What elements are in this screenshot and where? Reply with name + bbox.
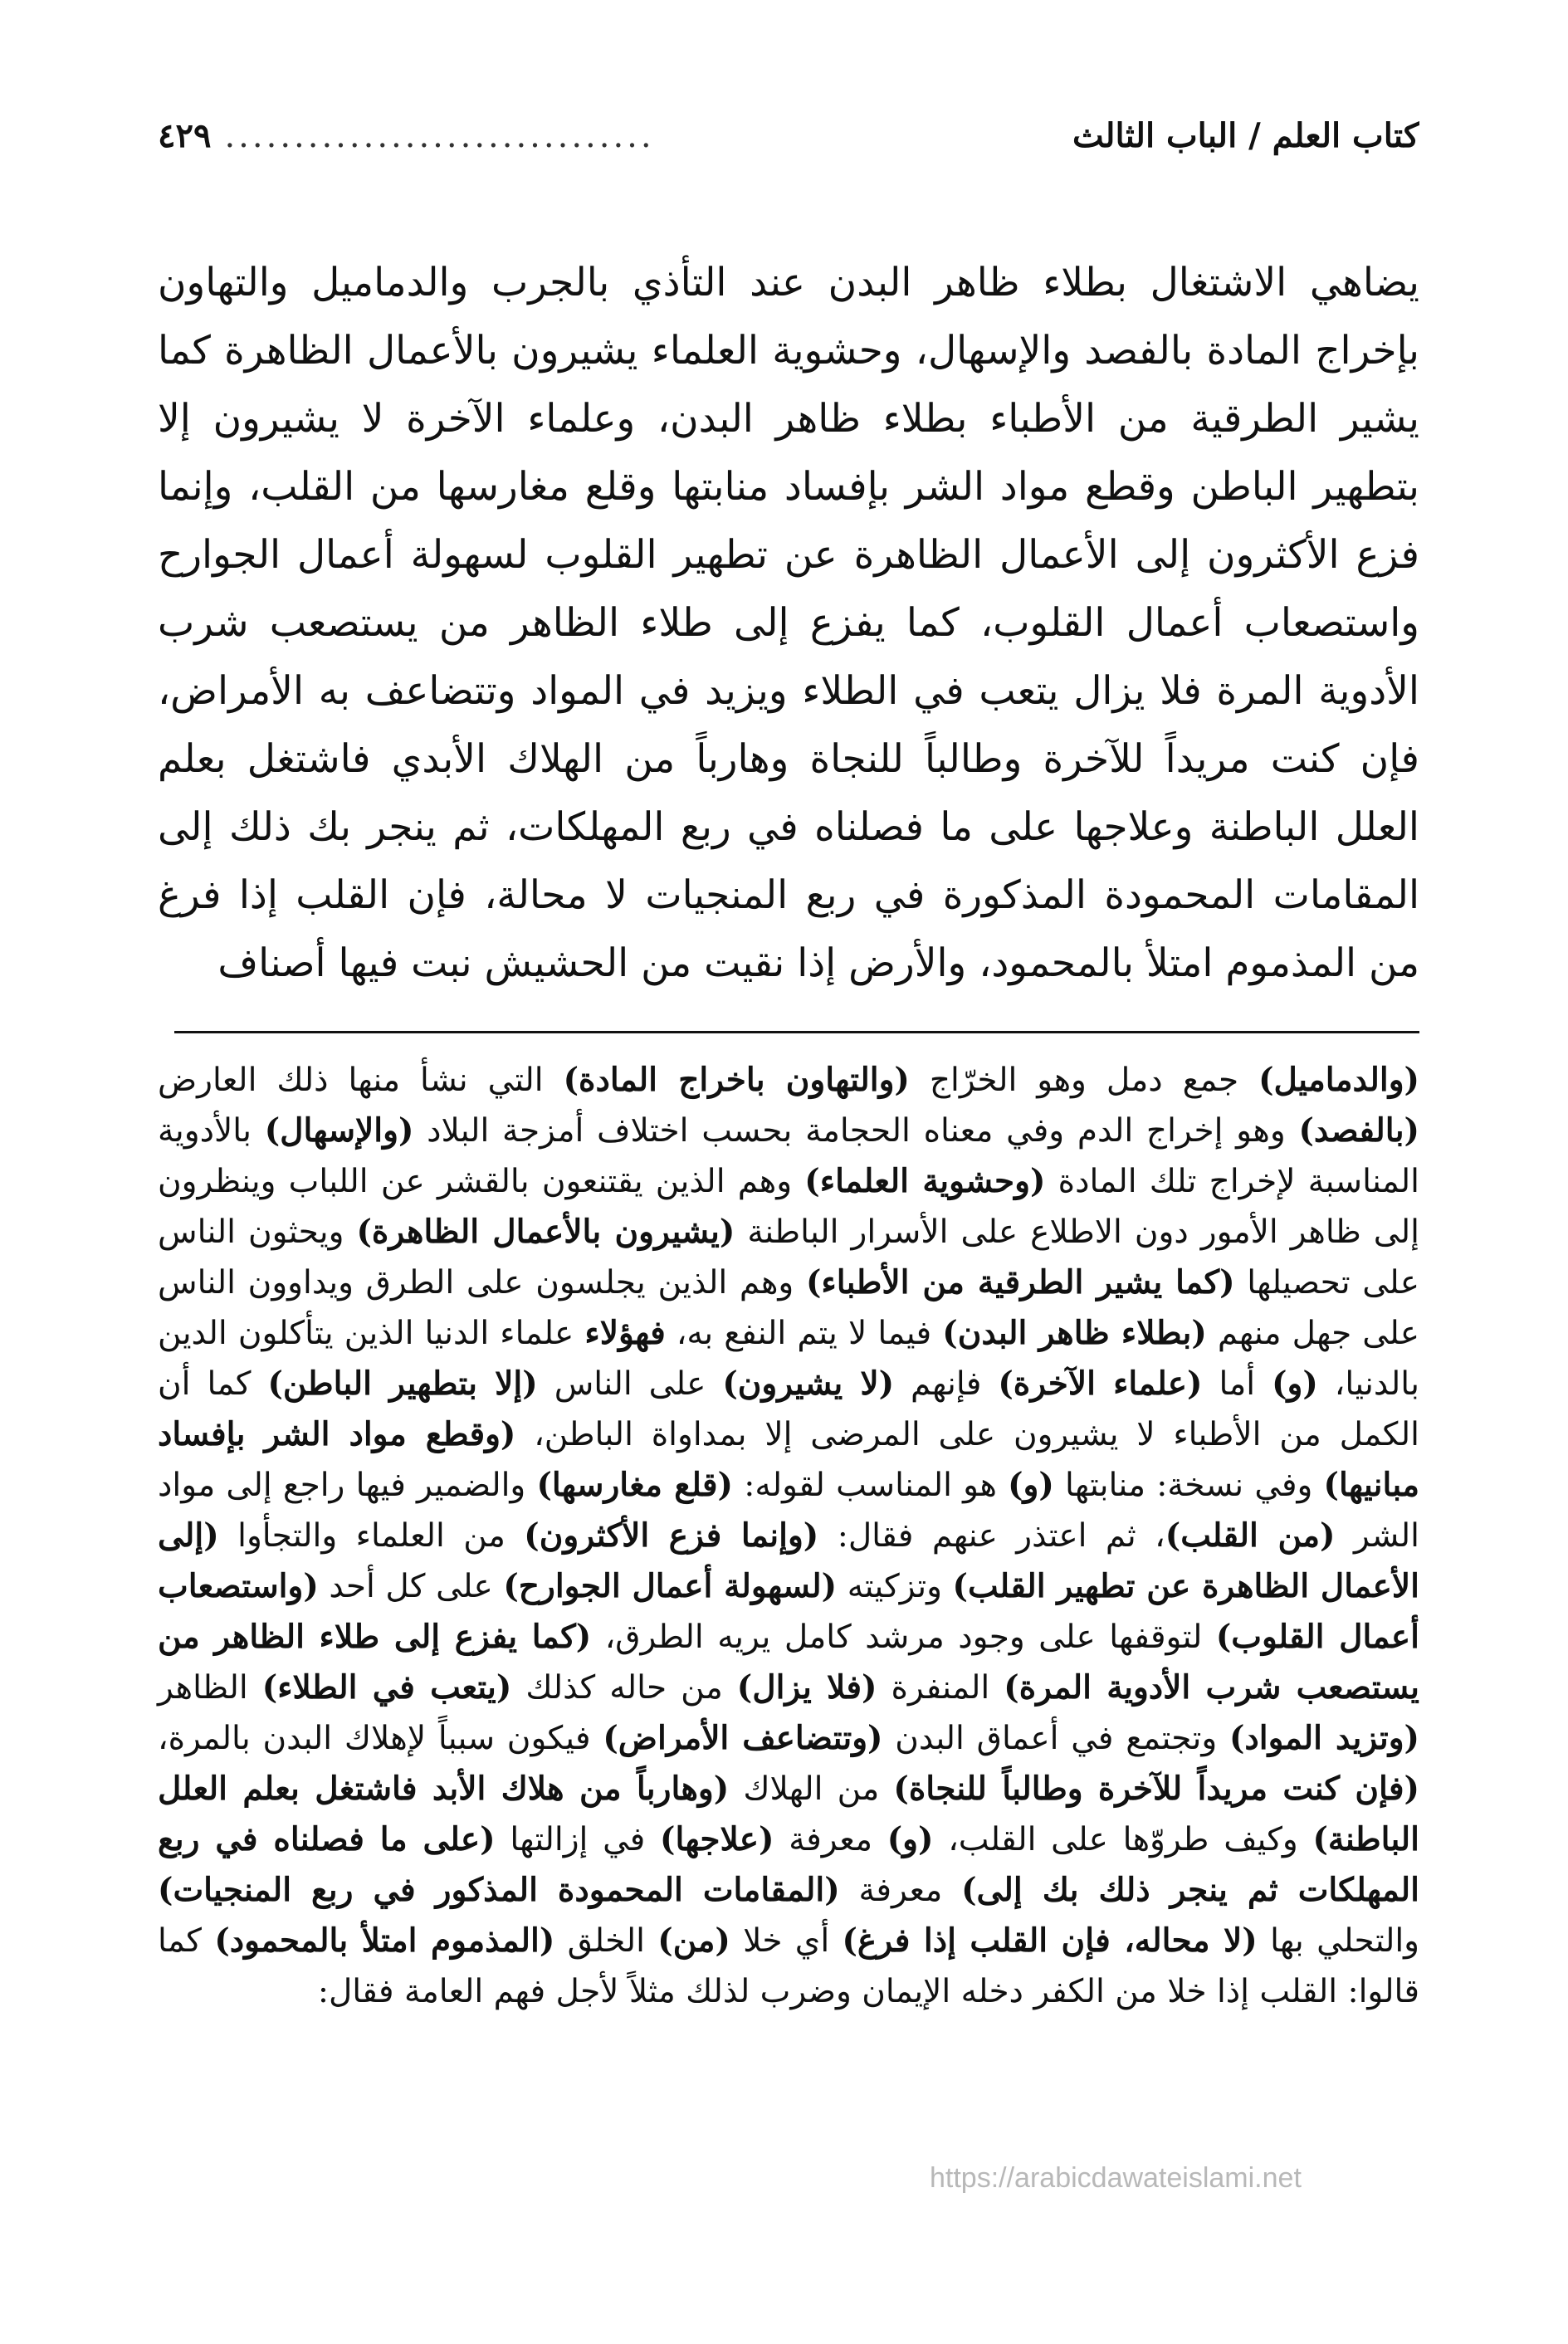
footnote-keyword: (علاجها) bbox=[660, 1820, 774, 1858]
footnote-keyword: (وقطع مواد الشر بإفساد مبانيها) bbox=[158, 1415, 1419, 1504]
footnote-text: هو المناسب لقوله: bbox=[733, 1467, 1009, 1504]
footnote-keyword: (من) bbox=[657, 1922, 730, 1960]
footnote-keyword: (لا يشيرون) bbox=[722, 1365, 895, 1403]
footnote-text: وفي نسخة: منابتها bbox=[1053, 1467, 1324, 1504]
footnote-text: كما قالوا: القلب إذا خلا من الكفر دخله الإيمان وضرب لذلك مثلاً لأجل فهم العامة فقال: bbox=[158, 1922, 1419, 2010]
footnote-keyword: (وتتضاعف الأمراض) bbox=[603, 1719, 883, 1757]
footnote-text: من حاله كذلك bbox=[511, 1669, 737, 1707]
footnote-text: التي نشأ منها ذلك العارض bbox=[158, 1062, 564, 1099]
main-paragraph: يضاهي الاشتغال بطلاء ظاهر البدن عند التأذي بالجرب والدماميل والتهاون بإخراج المادة بالفصد والإسهال، وحشوية العلماء يشيرون بالأعمال الظاهرة كما يشير الطرقية من الأطباء بطلاء ظاهر البدن، وعلماء الآخرة لا يشيرون إلا بتطهير الباطن وقطع مواد الشر بإفساد منابتها وقلع مغارسها من القلب، وإنما فزع الأكثرون إلى الأعمال الظاهرة عن تطهير القلوب لسهولة أعمال الجوارح واستصعاب أعمال القلوب، كما يفزع إلى طلاء الظاهر من يستصعب شرب الأدوية المرة فلا يزال يتعب في الطلاء ويزيد في المواد وتتضاعف به الأمراض، فإن كنت مريداً للآخرة وطالباً للنجاة وهارباً من الهلاك الأبدي فاشتغل بعلم العلل الباطنة وعلاجها على ما فصلناه في ربع المهلكات، ثم ينجر بك ذلك إلى المقامات المحمودة المذكورة في ربع المنجيات لا محالة، فإن القلب إذا فرغ من المذموم امتلأ بالمحمود، والأرض إذا نقيت من الحشيش نبت فيها أصناف bbox=[158, 260, 1419, 986]
footnote-text: معرفة bbox=[774, 1821, 887, 1858]
footnote-keyword: (من القلب) bbox=[1165, 1516, 1336, 1555]
page-number: ٤٢٩ bbox=[158, 116, 212, 155]
footnote-text: فإنهم bbox=[894, 1365, 999, 1403]
footnote-text: الظاهر bbox=[158, 1669, 262, 1707]
footnote-text: ويحثون الناس على تحصيلها bbox=[158, 1214, 1419, 1301]
footnote-keyword: (والتهاون باخراج المادة) bbox=[563, 1061, 910, 1099]
footnote-text: والضمير فيها راجع إلى مواد الشر bbox=[158, 1467, 1419, 1555]
footnote-text: بالأدوية المناسبة لإخراج تلك المادة bbox=[158, 1112, 1419, 1200]
footnote-text: المنفرة bbox=[877, 1669, 1004, 1707]
footnote-keyword: (و) bbox=[887, 1820, 934, 1858]
footnote-keyword: (وهارباً من هلاك الأبد فاشتغل بعلم العلل الباطنة) bbox=[158, 1770, 1420, 1858]
footnote-keyword: (واستصعاب أعمال القلوب) bbox=[158, 1567, 1420, 1656]
footnote-keyword: (إلا بتطهير الباطن) bbox=[267, 1365, 538, 1403]
footnote-text: كما أن الكمل من الأطباء لا يشيرون على المرضى إلا بمداواة الباطن، bbox=[158, 1365, 1419, 1453]
footnote-text: على كل أحد bbox=[318, 1568, 504, 1605]
footnote-keyword: فهؤلاء bbox=[584, 1314, 666, 1352]
footnote-text: معرفة bbox=[839, 1872, 962, 1909]
footnote-keyword: (قلع مغارسها) bbox=[536, 1466, 734, 1504]
footnote-text: وهو إخراج الدم وفي معناه الحجامة بحسب اختلاف أمزجة البلاد bbox=[413, 1112, 1299, 1150]
footnote-text: من العلماء والتجأوا bbox=[218, 1517, 525, 1555]
footnote-keyword: (يتعب في الطلاء) bbox=[261, 1668, 512, 1707]
footnote-keyword: (وتزيد المواد) bbox=[1229, 1719, 1419, 1757]
footnote-text: لتوقفها على وجود مرشد كامل يريه الطرق، bbox=[591, 1619, 1216, 1656]
footnote-text: من الهلاك bbox=[729, 1770, 894, 1808]
footnote-text: أما bbox=[1202, 1365, 1272, 1403]
footnote-keyword: (بطلاء ظاهر البدن) bbox=[942, 1314, 1207, 1352]
footnote-keyword: (و) bbox=[1008, 1466, 1054, 1504]
footnote-text: جمع دمل وهو الخرّاج bbox=[909, 1062, 1259, 1099]
footnote-keyword: (المقامات المحمودة المذكور في ربع المنجيات) bbox=[158, 1871, 840, 1909]
footnote-keyword: (المذموم امتلأ بالمحمود) bbox=[214, 1922, 555, 1960]
running-title: كتاب العلم / الباب الثالث bbox=[1072, 116, 1419, 155]
footnote-keyword: (والدماميل) bbox=[1258, 1061, 1419, 1099]
page-header bbox=[158, 116, 1419, 183]
footnote-text: والتحلي بها bbox=[1257, 1922, 1420, 1960]
footnote-text: ، ثم اعتذر عنهم فقال: bbox=[818, 1517, 1165, 1555]
footnote-text: الخلق bbox=[554, 1922, 658, 1960]
leader-dots: ............................... bbox=[224, 117, 655, 155]
footnote-keyword: (وإنما فزع الأكثرون) bbox=[524, 1516, 819, 1555]
main-text-block bbox=[158, 249, 1419, 998]
footnote-text: وتزكيته bbox=[837, 1568, 953, 1605]
footnote-text: وهم الذين يقتنعون بالقشر عن اللباب وينظرون إلى ظاهر الأمور دون الاطلاع على الأسرار الباطنة bbox=[158, 1163, 1419, 1251]
footnote-keyword: (فلا يزال) bbox=[736, 1668, 877, 1707]
footnote-text: فيما لا يتم النفع به، bbox=[665, 1315, 943, 1352]
footnote-text: فيكون سبباً لإهلاك البدن بالمرة، bbox=[158, 1720, 603, 1757]
footnote-text: في إزالتها bbox=[495, 1821, 661, 1858]
book-page bbox=[158, 116, 1419, 2224]
footnote-keyword: (إلى الأعمال الظاهرة عن تطهير القلب) bbox=[158, 1516, 1419, 1605]
footnote-keyword: (لسهولة أعمال الجوارح) bbox=[503, 1567, 838, 1605]
footnote-text: وهم الذين يجلسون على الطرق ويداوون الناس على جهل منهم bbox=[158, 1264, 1419, 1352]
footnote-separator bbox=[174, 1031, 1419, 1033]
footnote-keyword: (و) bbox=[1272, 1365, 1318, 1403]
footnote-text: وتجتمع في أعماق البدن bbox=[882, 1720, 1229, 1757]
footnote-keyword: (فإن كنت مريداً للآخرة وطالباً للنجاة) bbox=[893, 1770, 1420, 1808]
footnote-keyword: (علماء الآخرة) bbox=[998, 1365, 1203, 1403]
footnote-keyword: (لا محاله، فإن القلب إذا فرغ) bbox=[842, 1922, 1258, 1960]
footnotes-block bbox=[158, 1055, 1419, 2017]
footnote-keyword: (بالفصد) bbox=[1298, 1111, 1419, 1150]
footnote-text: أي خلا bbox=[730, 1922, 843, 1960]
footnote-text: وكيف طروّها على القلب، bbox=[933, 1821, 1313, 1858]
footnote-keyword: (كما يفزع إلى طلاء الظاهر من يستصعب شرب الأدوية المرة) bbox=[158, 1618, 1419, 1707]
watermark-url: https://arabicdawateislami.net bbox=[930, 2162, 1302, 2194]
footnote-paragraph bbox=[158, 1055, 1419, 2017]
footnote-text: على الناس bbox=[537, 1365, 723, 1403]
footnote-text: علماء الدنيا الذين يتأكلون الدين بالدنيا، bbox=[158, 1315, 1419, 1403]
footnote-keyword: (والإسهال) bbox=[264, 1111, 414, 1150]
footnote-keyword: (وحشوية العلماء) bbox=[804, 1162, 1046, 1200]
footnote-keyword: (على ما فصلناه في ربع المهلكات ثم ينجر ذلك بك إلى) bbox=[158, 1820, 1420, 1909]
footnote-keyword: (كما يشير الطرقية من الأطباء) bbox=[805, 1263, 1235, 1301]
footnote-keyword: (يشيرون بالأعمال الظاهرة) bbox=[356, 1213, 735, 1251]
